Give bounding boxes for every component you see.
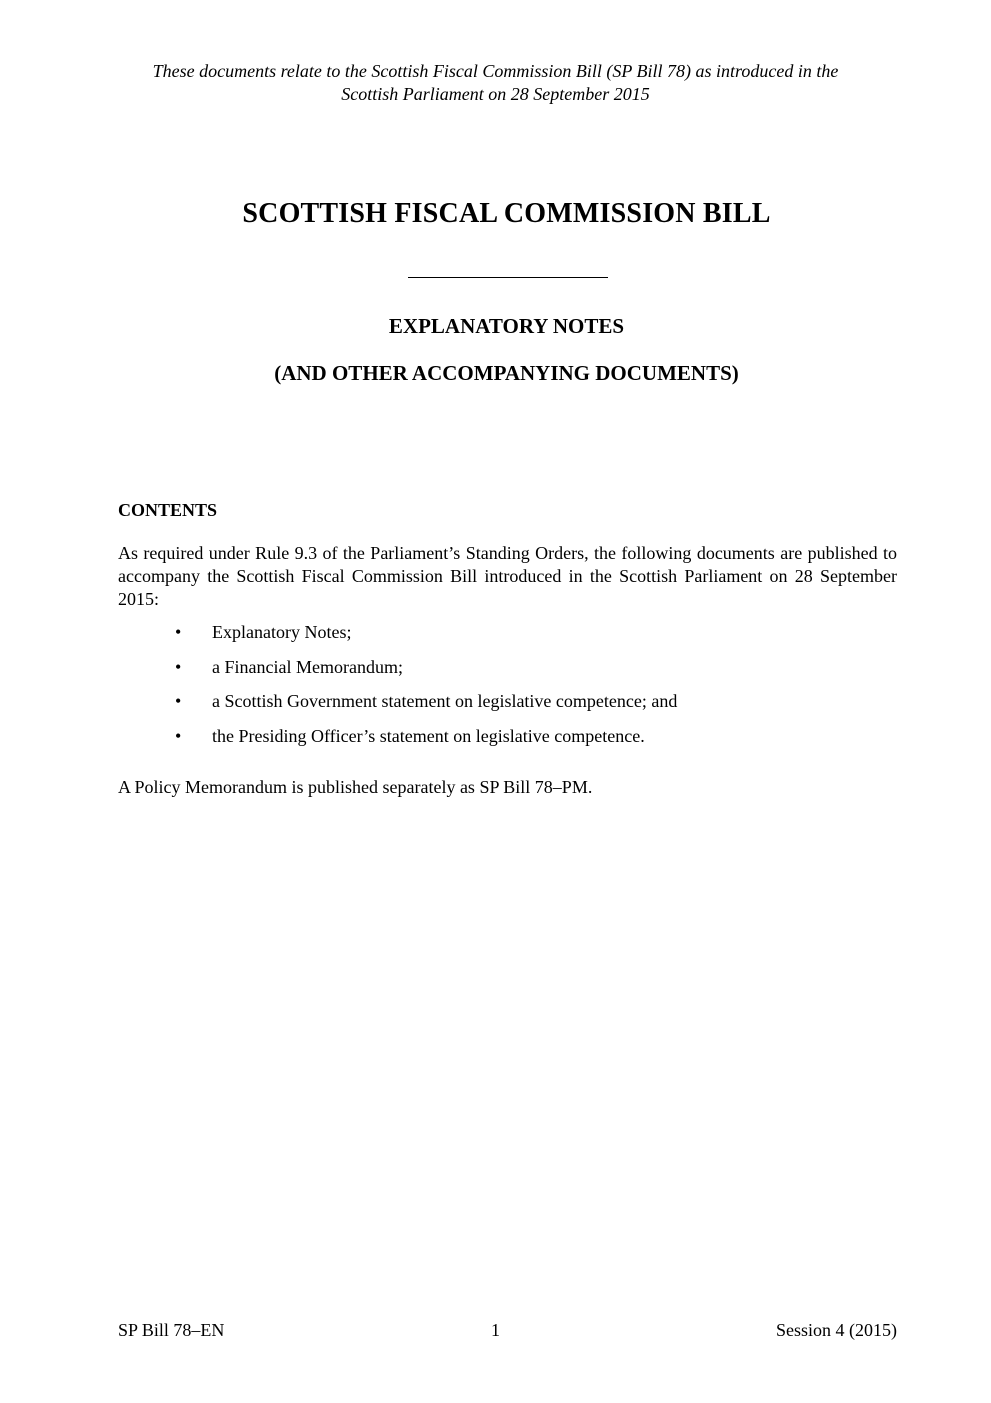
header-note-line-1: These documents relate to the Scottish Fiscal Commission Bill (SP Bill 78) as introduced in the <box>152 61 839 81</box>
contents-list <box>0 620 991 758</box>
bullet-icon: • <box>175 622 182 642</box>
contents-intro-paragraph: As required under Rule 9.3 of the Parliament’s Standing Orders, the following documents are published to accompany the Scottish Fiscal Commission Bill introduced in the Scottish Parliament on 28 September 2015: <box>118 543 897 609</box>
list-item <box>0 620 991 655</box>
footer-page-number: 1 <box>491 1320 500 1340</box>
list-item-text: the Presiding Officer’s statement on legislative competence. <box>212 725 645 746</box>
header-note <box>0 60 991 106</box>
list-item <box>0 655 991 690</box>
list-item <box>0 724 991 759</box>
document-subtitle-secondary: (AND OTHER ACCOMPANYING DOCUMENTS) <box>274 361 739 385</box>
contents-heading: CONTENTS <box>118 500 218 520</box>
bullet-icon: • <box>175 691 182 711</box>
bullet-icon: • <box>175 656 182 677</box>
document-title: SCOTTISH FISCAL COMMISSION BILL <box>242 198 771 229</box>
policy-memorandum-note: A Policy Memorandum is published separately as SP Bill 78–PM. <box>118 777 593 797</box>
list-item <box>0 689 991 724</box>
footer-bill-reference: SP Bill 78–EN <box>118 1320 225 1340</box>
footer-session: Session 4 (2015) <box>776 1320 897 1340</box>
list-item-text: a Scottish Government statement on legislative competence; and <box>212 691 678 711</box>
list-item-text: Explanatory Notes; <box>212 622 352 642</box>
title-divider <box>408 277 608 278</box>
list-item-text: a Financial Memorandum; <box>212 656 403 677</box>
bullet-icon: • <box>175 725 182 746</box>
header-note-line-2: Scottish Parliament on 28 September 2015 <box>341 84 650 104</box>
document-subtitle: EXPLANATORY NOTES <box>388 314 625 338</box>
